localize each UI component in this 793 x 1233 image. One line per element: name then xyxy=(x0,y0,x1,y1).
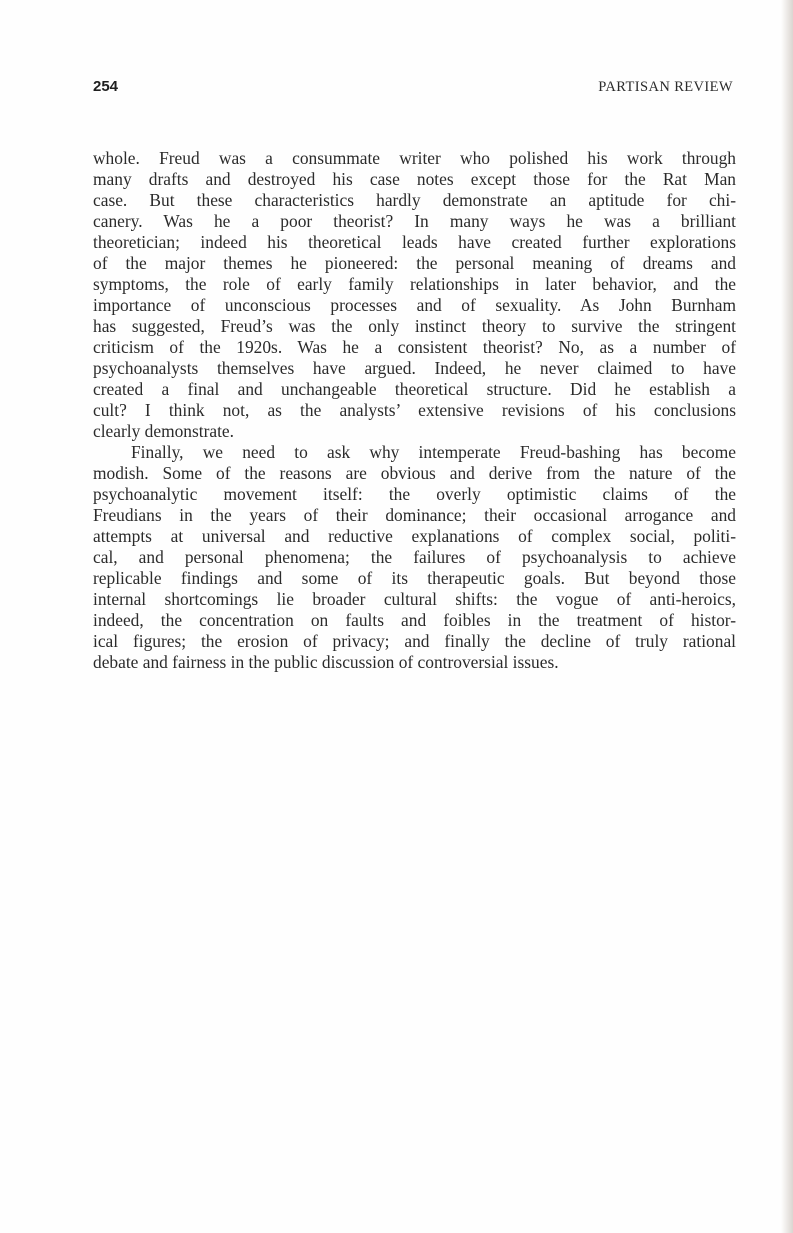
text-line: ical figures; the erosion of privacy; and finally the decline of truly rational xyxy=(93,631,736,651)
text-line: has suggested, Freud’s was the only instinct theory to survive the stringent xyxy=(93,316,736,336)
text-line: psychoanalytic movement itself: the overly optimistic claims of the xyxy=(93,484,736,504)
text-line: cult? I think not, as the analysts’ extensive revisions of his conclusions xyxy=(93,400,736,420)
text-line: Freudians in the years of their dominance; their occasional arrogance and xyxy=(93,505,736,525)
text-line: psychoanalysts themselves have argued. Indeed, he never claimed to have xyxy=(93,358,736,378)
text-line: criticism of the 1920s. Was he a consistent theorist? No, as a number of xyxy=(93,337,736,357)
running-head: PARTISAN REVIEW xyxy=(598,79,733,95)
text-line: case. But these characteristics hardly demonstrate an aptitude for chi- xyxy=(93,190,736,210)
text-line: modish. Some of the reasons are obvious and derive from the nature of the xyxy=(93,463,736,483)
text-line: of the major themes he pioneered: the personal meaning of dreams and xyxy=(93,253,736,273)
text-line: canery. Was he a poor theorist? In many ways he was a brilliant xyxy=(93,211,736,231)
page-header xyxy=(93,78,733,100)
text-line: attempts at universal and reductive explanations of complex social, politi- xyxy=(93,526,736,546)
text-line: importance of unconscious processes and of sexuality. As John Burnham xyxy=(93,295,736,315)
text-line: cal, and personal phenomena; the failures of psychoanalysis to achieve xyxy=(93,547,736,567)
text-line: symptoms, the role of early family relationships in later behavior, and the xyxy=(93,274,736,294)
text-line: created a final and unchangeable theoretical structure. Did he establish a xyxy=(93,379,736,399)
text-line: whole. Freud was a consummate writer who polished his work through xyxy=(93,148,736,168)
text-line: many drafts and destroyed his case notes except those for the Rat Man xyxy=(93,169,736,189)
text-line: Finally, we need to ask why intemperate Freud-bashing has become xyxy=(131,442,736,462)
paragraph-2 xyxy=(93,442,736,673)
page-edge-shadow xyxy=(781,0,793,1233)
text-line: replicable findings and some of its therapeutic goals. But beyond those xyxy=(93,568,736,588)
text-line: clearly demonstrate. xyxy=(93,421,234,441)
text-line: debate and fairness in the public discussion of controversial issues. xyxy=(93,652,559,672)
body-text xyxy=(93,148,736,673)
page-number: 254 xyxy=(93,78,119,95)
text-line: indeed, the concentration on faults and foibles in the treatment of histor- xyxy=(93,610,736,630)
text-line: internal shortcomings lie broader cultural shifts: the vogue of anti-heroics, xyxy=(93,589,736,609)
text-line: theoretician; indeed his theoretical leads have created further explorations xyxy=(93,232,736,252)
paragraph-1 xyxy=(93,148,736,442)
